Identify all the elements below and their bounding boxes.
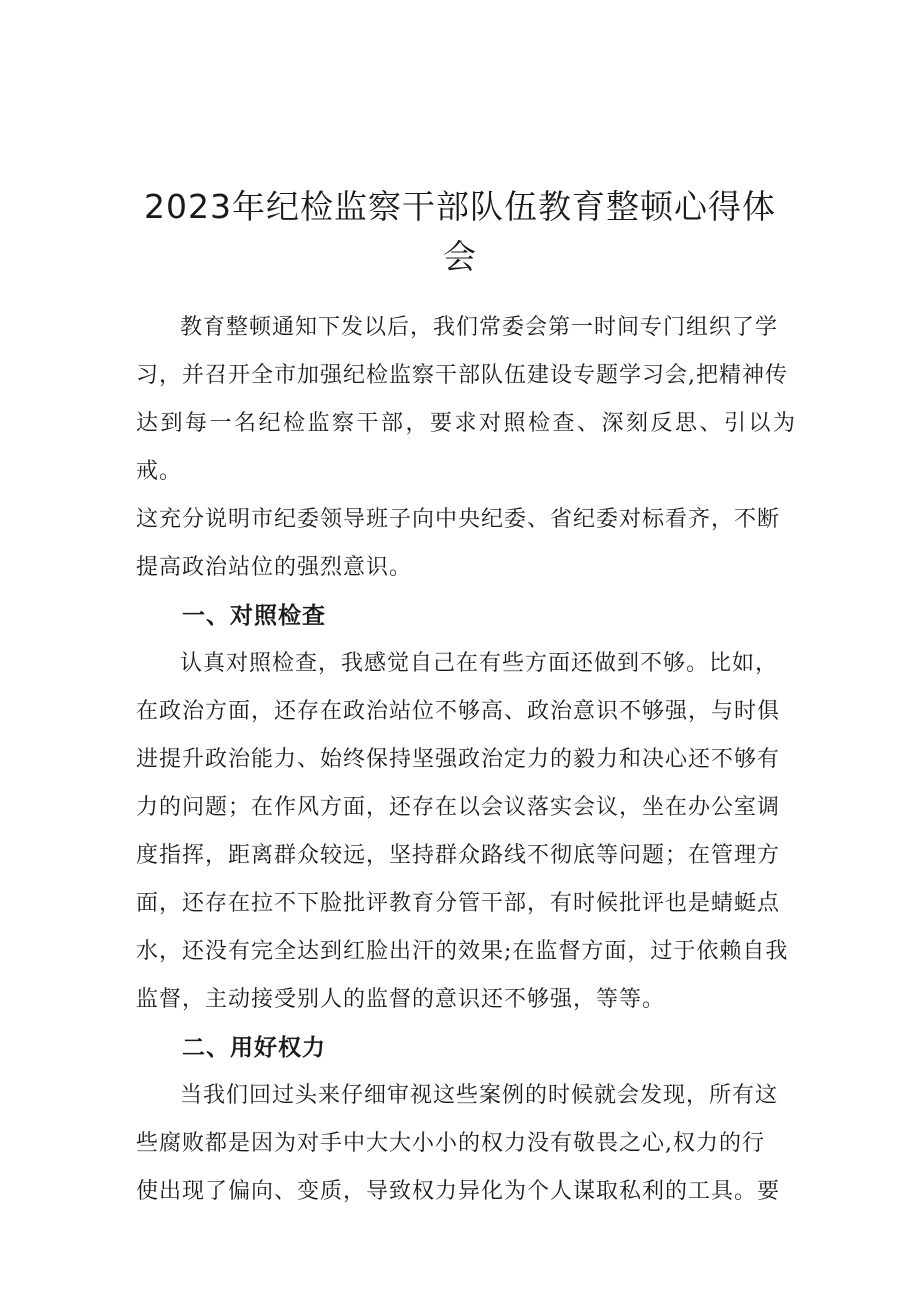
text-line: 这充分说明市纪委领导班子向中央纪委、省纪委对标看齐，不断 — [136, 507, 781, 532]
paragraph-power — [136, 1072, 796, 1216]
paragraph-self-check — [136, 640, 796, 1024]
text-line: 认真对照检查，我感觉自己在有些方面还做到不够。比如， — [180, 651, 779, 676]
section-heading-1: 一、对照检查 — [182, 603, 326, 629]
title-line-2: 会 — [443, 237, 477, 277]
text-line: 使出现了偏向、变质，导致权力异化为个人谋取私利的工具。要 — [136, 1179, 781, 1204]
text-line: 度指挥，距离群众较远，坚持群众路线不彻底等问题；在管理方 — [136, 843, 781, 868]
title-line-1: 2023年纪检监察干部队伍教育整顿心得体 — [144, 187, 776, 227]
text-line: 在政治方面，还存在政治站位不够高、政治意识不够强，与时俱 — [136, 699, 781, 724]
text-line: 提高政治站位的强烈意识。 — [136, 555, 413, 580]
text-line: 达到每一名纪检监察干部，要求对照检查、深刻反思、引以为戒。 — [136, 411, 796, 484]
text-line: 进提升政治能力、始终保持坚强政治定力的毅力和决心还不够有 — [136, 747, 781, 772]
document-title — [120, 182, 800, 282]
text-line: 些腐败都是因为对手中大大小小的权力没有敬畏之心,权力的行 — [136, 1131, 765, 1156]
text-line: 当我们回过头来仔细审视这些案例的时候就会发现，所有这 — [180, 1083, 779, 1108]
section-heading-2: 二、用好权力 — [182, 1035, 326, 1061]
text-line: 水，还没有完全达到红脸出汗的效果;在监督方面，过于依赖自我 — [136, 939, 789, 964]
text-line: 力的问题；在作风方面，还存在以会议落实会议，坐在办公室调 — [136, 795, 781, 820]
text-line: 教育整顿通知下发以后，我们常委会第一时间专门组织了学 — [180, 315, 779, 340]
text-line: 习，并召开全市加强纪检监察干部队伍建设专题学习会,把精神传 — [136, 363, 788, 388]
document-body — [136, 304, 796, 1216]
paragraph-intro — [136, 304, 796, 592]
text-line: 面，还存在拉不下脸批评教育分管干部，有时候批评也是蜻蜓点 — [136, 891, 781, 916]
text-line: 监督，主动接受别人的监督的意识还不够强，等等。 — [136, 987, 666, 1012]
